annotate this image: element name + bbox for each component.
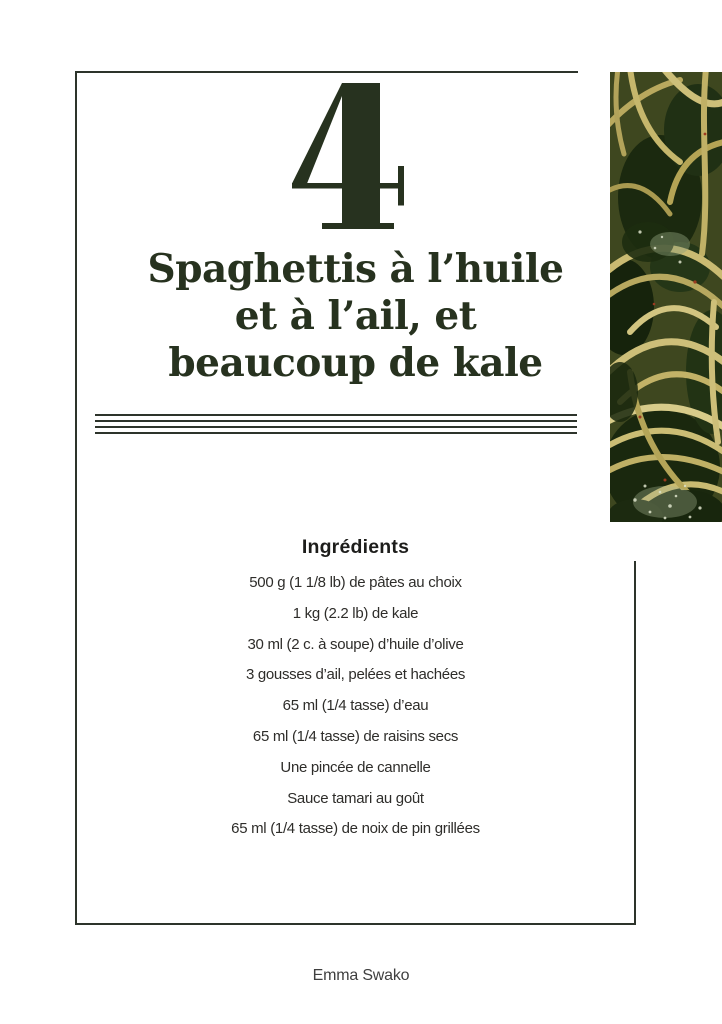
ingredient-item: 65 ml (1/4 tasse) de noix de pin grillées	[231, 820, 480, 838]
recipe-title-line-1: Spaghettis à l’huile	[147, 246, 564, 292]
recipe-number-numeral	[292, 83, 404, 229]
recipe-title	[77, 246, 634, 387]
divider-rule	[95, 414, 577, 416]
divider-rule	[95, 432, 577, 434]
frame-border-right	[634, 561, 636, 925]
divider-rule	[95, 426, 577, 428]
ingredients-list	[77, 568, 634, 845]
author-name: Emma Swako	[312, 967, 410, 984]
title-divider-rules	[95, 414, 577, 434]
frame-border-bottom	[75, 923, 636, 925]
ingredient-item: 500 g (1 1/8 lb) de pâtes au choix	[249, 574, 462, 591]
ingredient-item: 3 gousses d’ail, pelées et hachées	[245, 666, 466, 684]
ingredient-item: 30 ml (2 c. à soupe) d’huile d’olive	[247, 635, 464, 653]
ingredient-item: Sauce tamari au goût	[287, 789, 424, 807]
frame-border-top	[75, 71, 578, 73]
recipe-title-line-3: beaucoup de kale	[168, 340, 543, 386]
divider-rule	[95, 420, 577, 422]
ingredients-heading: Ingrédients	[301, 536, 410, 558]
ingredient-item: Une pincée de cannelle	[280, 758, 431, 776]
spaghetti-kale-photo	[610, 72, 722, 522]
ingredient-item: 1 kg (2.2 lb) de kale	[292, 604, 419, 622]
ingredient-item: 65 ml (1/4 tasse) d’eau	[282, 697, 429, 715]
ingredient-item: 65 ml (1/4 tasse) de raisins secs	[252, 727, 459, 745]
recipe-title-line-2: et à l’ail, et	[234, 293, 477, 339]
